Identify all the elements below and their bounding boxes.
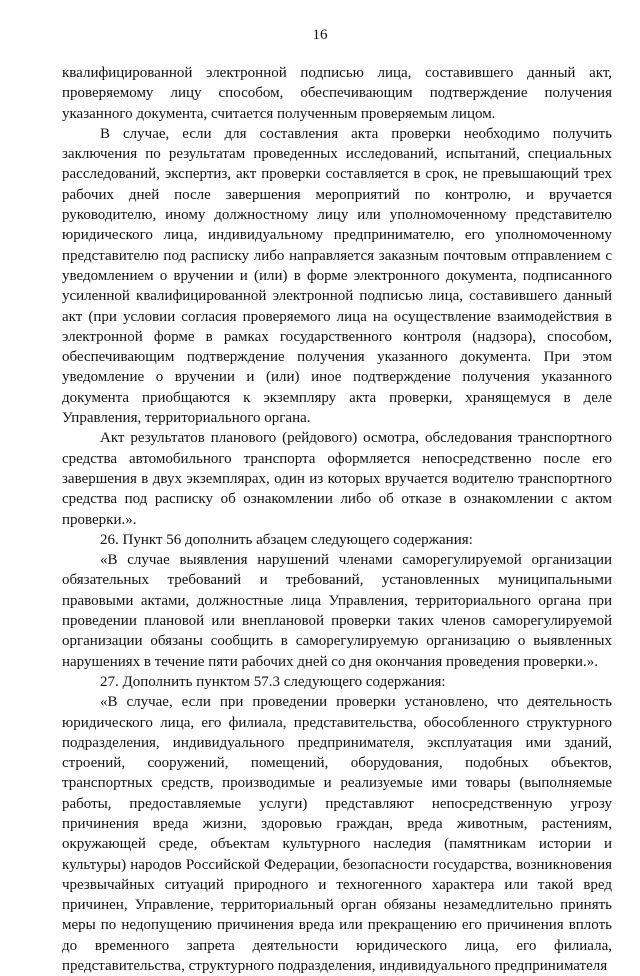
paragraph-expert-findings: В случае, если для составления акта проверки необходимо получить заключения по результатам проведенных исследований, испытаний, специальных расследований, экспертиз, акт проверки составляется в срок, не превышающий трех рабочих дней после завершения мероприятий по контролю, и вручается руководителю, иному должностному лицу или уполномоченному представителю юридического лица, индивидуальному предпринимателю, его уполномоченному представителю под расписку либо направляется заказным почтовым отправлением с уведомлением о вручении и (или) в форме электронного документа, подписанного усиленной квалифицированной электронной подписью лица, составившего данный акт (при условии согласия проверяемого лица на осуществление взаимодействия в электронной форме в рамках государственного контроля (надзора), способом, обеспечивающим подтверждение получения указанного документа. При этом уведомление о вручении и (или) иное подтверждение получения указанного документа приобщаются к экземпляру акта проверки, хранящемуся в деле Управления, территориального органа. (62, 125, 612, 427)
paragraph-raid-inspection-act: Акт результатов планового (рейдового) осмотра, обследования транспортного средства автомобильного транспорта оформляется непосредственно после его завершения в двух экземплярах, один из которых вручается водителю транспортного средства под расписку об ознакомлении либо об отказе в ознакомлении с актом проверки.». (62, 430, 612, 528)
paragraph-item-26-text: «В случае выявления нарушений членами саморегулируемой организации обязательных требований и требований, установленных муниципальными правовыми актами, должностные лица Управления, территориального органа при проведении плановой или внеплановой проверки таких членов саморегулируемой организации обязаны сообщить в саморегулируемую организацию о выявленных нарушениях в течение пяти рабочих дней со дня окончания проведения проверки.». (62, 552, 612, 670)
paragraph-item-26-heading: 26. Пункт 56 дополнить абзацем следующего содержания: (100, 531, 473, 548)
paragraph-item-27-text: «В случае, если при проведении проверки установлено, что деятельность юридического лица, его филиала, представительства, обособленного структурного подразделения, индивидуального предпринимателя, эксплуатация ими зданий, строений, сооружений, помещений, оборудования, подобных объектов, транспортных средств, производимые и реализуемые ими товары (выполняемые работы, предоставляемые услуги) представляют непосредственную угрозу причинения вреда жизни, здоровью граждан, вреда животным, растениям, окружающей среде, объектам культурного наследия (памятникам истории и культуры) народов Российской Федерации, безопасности государства, возникновения чрезвычайных ситуаций природного и техногенного характера или такой вред причинен, Управление, территориальный орган обязаны незамедлительно принять меры по недопущению причинения вреда или прекращению его причинения вплоть до временного запрета деятельности юридического лица, его филиала, представительства, структурного подразделения, индивидуального предпринимателя (62, 694, 612, 975)
page-number: 16 (312, 27, 328, 43)
paragraph-continuation: квалифицированной электронной подписью лица, составившего данный акт, проверяемому лицу способом, обеспечивающим подтверждение получения указанного документа, считается полученным проверяемым лицом. (62, 65, 612, 122)
paragraph-item-27-heading: 27. Дополнить пунктом 57.3 следующего содержания: (100, 673, 446, 690)
document-body (62, 63, 612, 976)
